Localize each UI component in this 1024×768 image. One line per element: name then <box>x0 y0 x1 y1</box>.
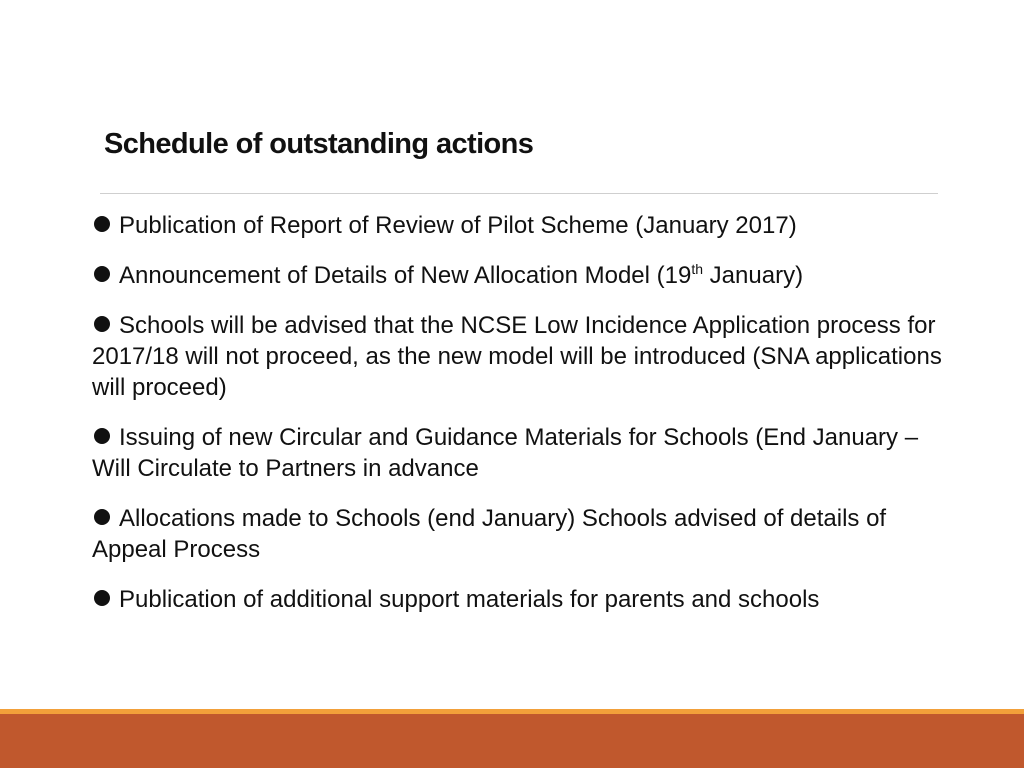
bullet-dot-icon <box>94 316 110 332</box>
bullet-text-before: Announcement of Details of New Allocation Model (19 <box>119 262 692 289</box>
bullet-item-6 <box>92 584 952 615</box>
bullet-superscript: th <box>691 261 704 277</box>
bullet-text: Schools will be advised that the NCSE Low Incidence Application process for 2017/18 will not proceed, as the new model will be introduced (SNA applications will proceed) <box>92 312 942 401</box>
bullet-dot-icon <box>94 266 110 282</box>
slide-title: Schedule of outstanding actions <box>104 128 534 160</box>
bullet-item-3 <box>92 310 952 403</box>
title-divider <box>100 193 938 194</box>
bullet-text: Publication of additional support materials for parents and schools <box>119 586 820 613</box>
bullet-item-2 <box>92 260 952 291</box>
footer-band <box>0 714 1024 768</box>
bullet-item-5 <box>92 503 952 565</box>
bullet-dot-icon <box>94 590 110 606</box>
bullet-dot-icon <box>94 509 110 525</box>
bullet-text: Allocations made to Schools (end January) Schools advised of details of Appeal Process <box>92 505 887 563</box>
bullet-item-4 <box>92 422 952 484</box>
bullet-text: Publication of Report of Review of Pilot Scheme (January 2017) <box>119 212 797 239</box>
bullet-text-after: January) <box>703 262 804 289</box>
bullet-text: Issuing of new Circular and Guidance Materials for Schools (End January – Will Circulate to Partners in advance <box>92 424 919 482</box>
bullet-item-1 <box>92 210 952 241</box>
bullet-list <box>92 210 952 634</box>
bullet-dot-icon <box>94 428 110 444</box>
bullet-dot-icon <box>94 216 110 232</box>
